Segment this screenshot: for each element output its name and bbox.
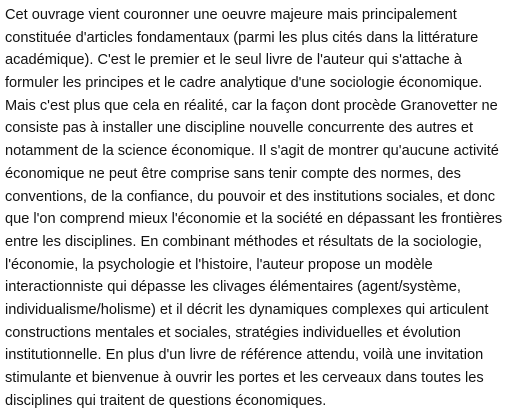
text-line: académique). C'est le premier et le seul livre de l'auteur qui s'attache à [5, 52, 462, 69]
text-line: entre les disciplines. En combinant méthodes et résultats de la sociologie, [5, 233, 482, 250]
text-line: économique ne peut être comprise sans tenir compte des normes, des [5, 165, 461, 182]
text-line: Mais c'est plus que cela en réalité, car la façon dont procède Granovetter ne [5, 97, 498, 114]
text-line: disciplines qui traitent de questions économiques. [5, 392, 327, 409]
text-line: individualisme/holisme) et il décrit les dynamiques complexes qui articulent [5, 301, 489, 318]
text-line: institutionnelle. En plus d'un livre de référence attendu, voilà une invitation [5, 347, 484, 364]
text-line: l'économie, la psychologie et l'histoire, l'auteur propose un modèle [5, 256, 433, 273]
text-line: Cet ouvrage vient couronner une oeuvre majeure mais principalement [5, 7, 457, 23]
text-line: stimulante et bienvenue à ouvrir les portes et les cerveaux dans toutes les [5, 370, 484, 386]
text-line: formuler les principes et le cadre analytique d'une sociologie économique. [5, 75, 483, 92]
book-description [5, 4, 505, 412]
text-line: consiste pas à installer une discipline nouvelle concurrente des autres et [5, 120, 474, 137]
text-line: constructions mentales et sociales, stratégies individuelles et évolution [5, 324, 461, 341]
text-line: que l'on comprend mieux l'économie et la société en dépassant les frontières [5, 211, 503, 228]
text-line: notamment de la science économique. Il s'agit de montrer qu'aucune activité [5, 143, 499, 160]
text-line: conventions, de la confiance, du pouvoir et des institutions sociales, et donc [5, 188, 496, 205]
text-line: constituée d'articles fondamentaux (parmi les plus cités dans la littérature [5, 29, 479, 46]
text-line: interactionniste qui dépasse les clivages élémentaires (agent/système, [5, 279, 461, 296]
